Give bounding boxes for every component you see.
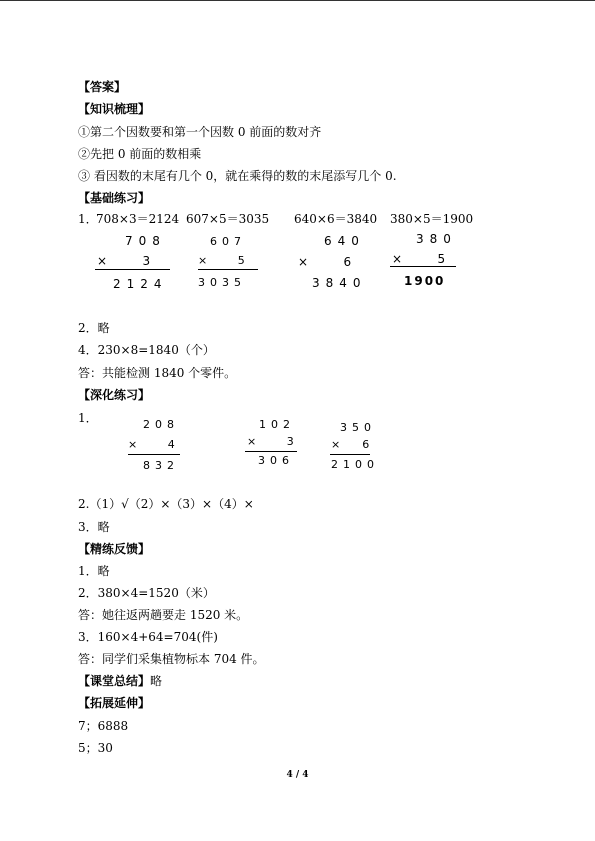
equation-1: 708×3＝2124: [96, 212, 180, 226]
calc-line: [390, 266, 456, 267]
calc-result: 2124: [113, 277, 168, 291]
top-border: [0, 0, 595, 1]
knowledge-header: 【知识梳理】: [78, 102, 151, 116]
calc-line: [330, 454, 370, 455]
knowledge-item-1: ①第二个因数要和第一个因数 0 前面的数对齐: [78, 125, 322, 139]
calc-line: [245, 451, 297, 452]
deep-q1-label: 1．: [78, 411, 98, 425]
calc-top: 607: [210, 235, 246, 248]
summary-header: 【课堂总结】: [78, 674, 151, 688]
vertical-calc-1: [95, 234, 175, 294]
calc-result: 306: [258, 454, 294, 467]
calc-line: [95, 269, 170, 270]
calc-top: 708: [125, 234, 166, 248]
calc-result: 1900: [404, 274, 446, 288]
extend-line-2: 5；30: [78, 741, 113, 755]
calc-operator: × 5: [198, 254, 250, 267]
feedback-q2: 2．380×4=1520（米）: [78, 586, 215, 600]
page-number: 4 / 4: [286, 770, 309, 780]
deep-vertical-calc-2: [245, 418, 315, 478]
vertical-calc-3: [298, 234, 378, 294]
calc-result: 3035: [198, 276, 246, 289]
calc-top: 380: [416, 232, 457, 246]
calc-operator: × 6: [298, 255, 358, 269]
calc-operator: × 6: [331, 438, 375, 451]
basic-header: 【基础练习】: [78, 191, 151, 205]
basic-q4-answer: 答：共能检测 1840 个零件。: [78, 366, 237, 380]
knowledge-item-2: ②先把 0 前面的数相乘: [78, 147, 202, 161]
calc-top: 350: [340, 421, 376, 434]
knowledge-item-3: ③ 看因数的末尾有几个 0，就在乘得的数的末尾添写几个 0.: [78, 169, 397, 183]
calc-operator: × 5: [392, 252, 452, 266]
deep-vertical-calc-3: [330, 421, 400, 481]
calc-operator: × 3: [247, 435, 299, 448]
basic-q2: 2．略: [78, 321, 110, 335]
extend-line-1: 7；6888: [78, 719, 129, 733]
equation-3: 640×6＝3840: [294, 212, 378, 226]
summary-line: [78, 673, 162, 689]
answer-header: 【答案】: [78, 80, 127, 94]
calc-top: 102: [259, 418, 295, 431]
deep-header: 【深化练习】: [78, 388, 151, 402]
vertical-calc-2: [198, 234, 268, 294]
calc-top: 640: [324, 234, 365, 248]
vertical-calc-4: [390, 232, 470, 292]
calc-operator: × 4: [128, 438, 180, 451]
calc-line: [128, 454, 180, 455]
feedback-q1: 1．略: [78, 564, 110, 578]
basic-q4: 4．230×8=1840（个）: [78, 343, 215, 357]
basic-q1-label: 1．: [78, 212, 98, 226]
extend-header: 【拓展延伸】: [78, 696, 151, 710]
feedback-q3-answer: 答：同学们采集植物标本 704 件。: [78, 652, 265, 666]
deep-q2: 2.（1）√（2）×（3）×（4）×: [78, 497, 254, 511]
calc-operator: × 3: [97, 254, 157, 268]
calc-result: 832: [143, 459, 179, 472]
summary-text: 略: [150, 674, 163, 688]
calc-top: 208: [143, 418, 179, 431]
calc-line: [198, 269, 258, 270]
feedback-header: 【精练反馈】: [78, 542, 151, 556]
deep-vertical-calc-1: [128, 418, 198, 478]
feedback-q2-answer: 答：她往返两趟要走 1520 米。: [78, 608, 249, 622]
calc-result: 3840: [312, 276, 367, 290]
equation-2: 607×5＝3035: [186, 212, 270, 226]
deep-q3: 3．略: [78, 520, 110, 534]
calc-result: 2100: [331, 458, 379, 471]
feedback-q3: 3．160×4+64=704(件): [78, 630, 218, 644]
equation-4: 380×5＝1900: [390, 212, 474, 226]
